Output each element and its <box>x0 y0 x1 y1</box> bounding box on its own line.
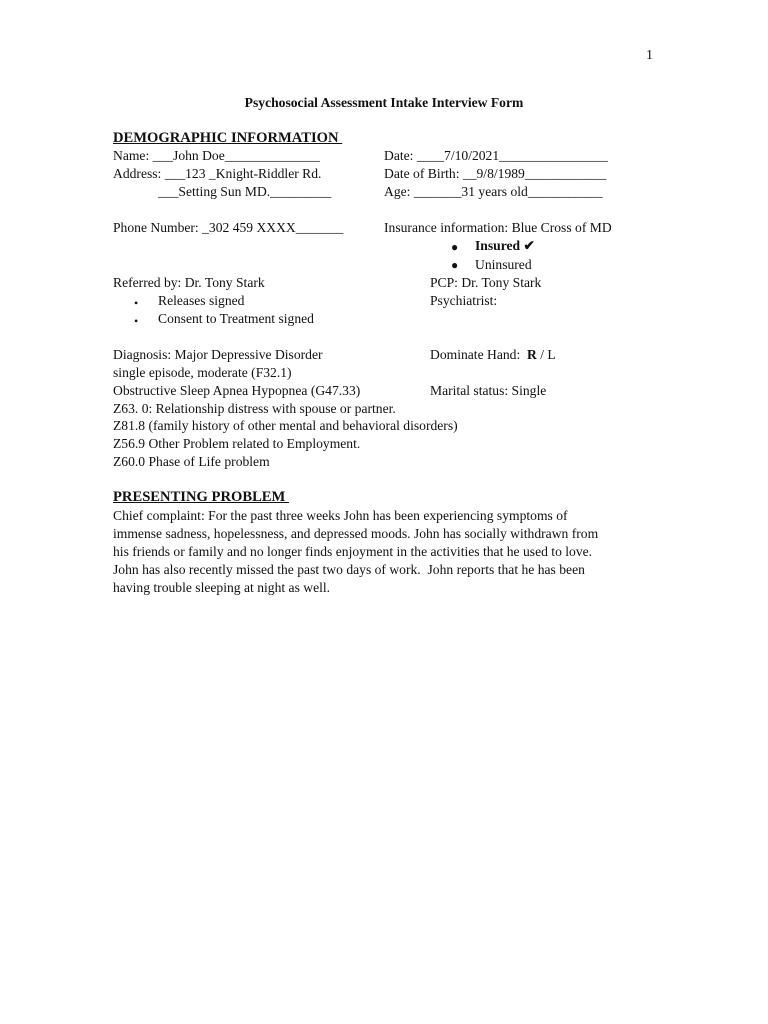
demographic-heading: DEMOGRAPHIC INFORMATION <box>113 130 343 146</box>
diagnosis-line: Z56.9 Other Problem related to Employment. <box>113 436 361 451</box>
marital-status-field: Marital status: Single <box>430 383 547 398</box>
uninsured-option: Uninsured <box>475 257 532 272</box>
address-line-1: Address: ___123 _Knight-Riddler Rd. <box>113 166 322 181</box>
bullet-icon: ● <box>451 240 459 254</box>
page-number: 1 <box>646 48 653 63</box>
diagnosis-line: Obstructive Sleep Apnea Hypopnea (G47.33) <box>113 383 361 398</box>
name-field: Name: ___John Doe______________ <box>113 148 320 163</box>
date-field: Date: ____7/10/2021________________ <box>384 148 608 163</box>
consent-signed: Consent to Treatment signed <box>158 311 314 326</box>
psychiatrist-field: Psychiatrist: <box>430 293 498 308</box>
diagnosis-line: Z81.8 (family history of other mental and behavioral disorders) <box>113 418 458 433</box>
diagnosis-line: Z63. 0: Relationship distress with spouse or partner. <box>113 401 396 416</box>
pcp-field: PCP: Dr. Tony Stark <box>430 275 542 290</box>
paragraph-line: John has also recently missed the past two days of work. John reports that he has been <box>113 562 585 577</box>
insurance-field: Insurance information: Blue Cross of MD <box>384 220 612 235</box>
releases-signed: Releases signed <box>158 293 245 308</box>
diagnosis-line: Diagnosis: Major Depressive Disorder <box>113 347 323 362</box>
paragraph-line: having trouble sleeping at night as well. <box>113 580 331 595</box>
diagnosis-line: single episode, moderate (F32.1) <box>113 365 292 380</box>
bullet-icon: • <box>134 314 139 328</box>
bullet-icon: ● <box>451 258 459 272</box>
address-line-2: ___Setting Sun MD._________ <box>158 184 332 199</box>
form-title: Psychosocial Assessment Intake Interview Form <box>244 95 524 110</box>
presenting-heading: PRESENTING PROBLEM <box>113 489 289 505</box>
bullet-icon: • <box>134 296 139 310</box>
dominant-hand-field <box>430 346 556 364</box>
insured-option: Insured ✔ <box>475 238 535 253</box>
chief-complaint-paragraph <box>113 507 658 597</box>
dob-field: Date of Birth: __9/8/1989____________ <box>384 166 607 181</box>
paragraph-line: immense sadness, hopelessness, and depressed moods. John has socially withdrawn from <box>113 526 599 541</box>
phone-field: Phone Number: _302 459 XXXX_______ <box>113 220 344 235</box>
paragraph-line: his friends or family and no longer finds enjoyment in the activities that he used to love. <box>113 544 593 559</box>
paragraph-line: Chief complaint: For the past three weeks John has been experiencing symptoms of <box>113 508 568 523</box>
dominant-hand-label: Dominate Hand: <box>430 347 521 362</box>
diagnosis-line: Z60.0 Phase of Life problem <box>113 454 270 469</box>
dominant-hand-l: / L <box>536 347 556 362</box>
age-field: Age: _______31 years old___________ <box>384 184 603 199</box>
dominant-hand-r: R <box>527 347 537 362</box>
referred-by-field: Referred by: Dr. Tony Stark <box>113 275 265 290</box>
